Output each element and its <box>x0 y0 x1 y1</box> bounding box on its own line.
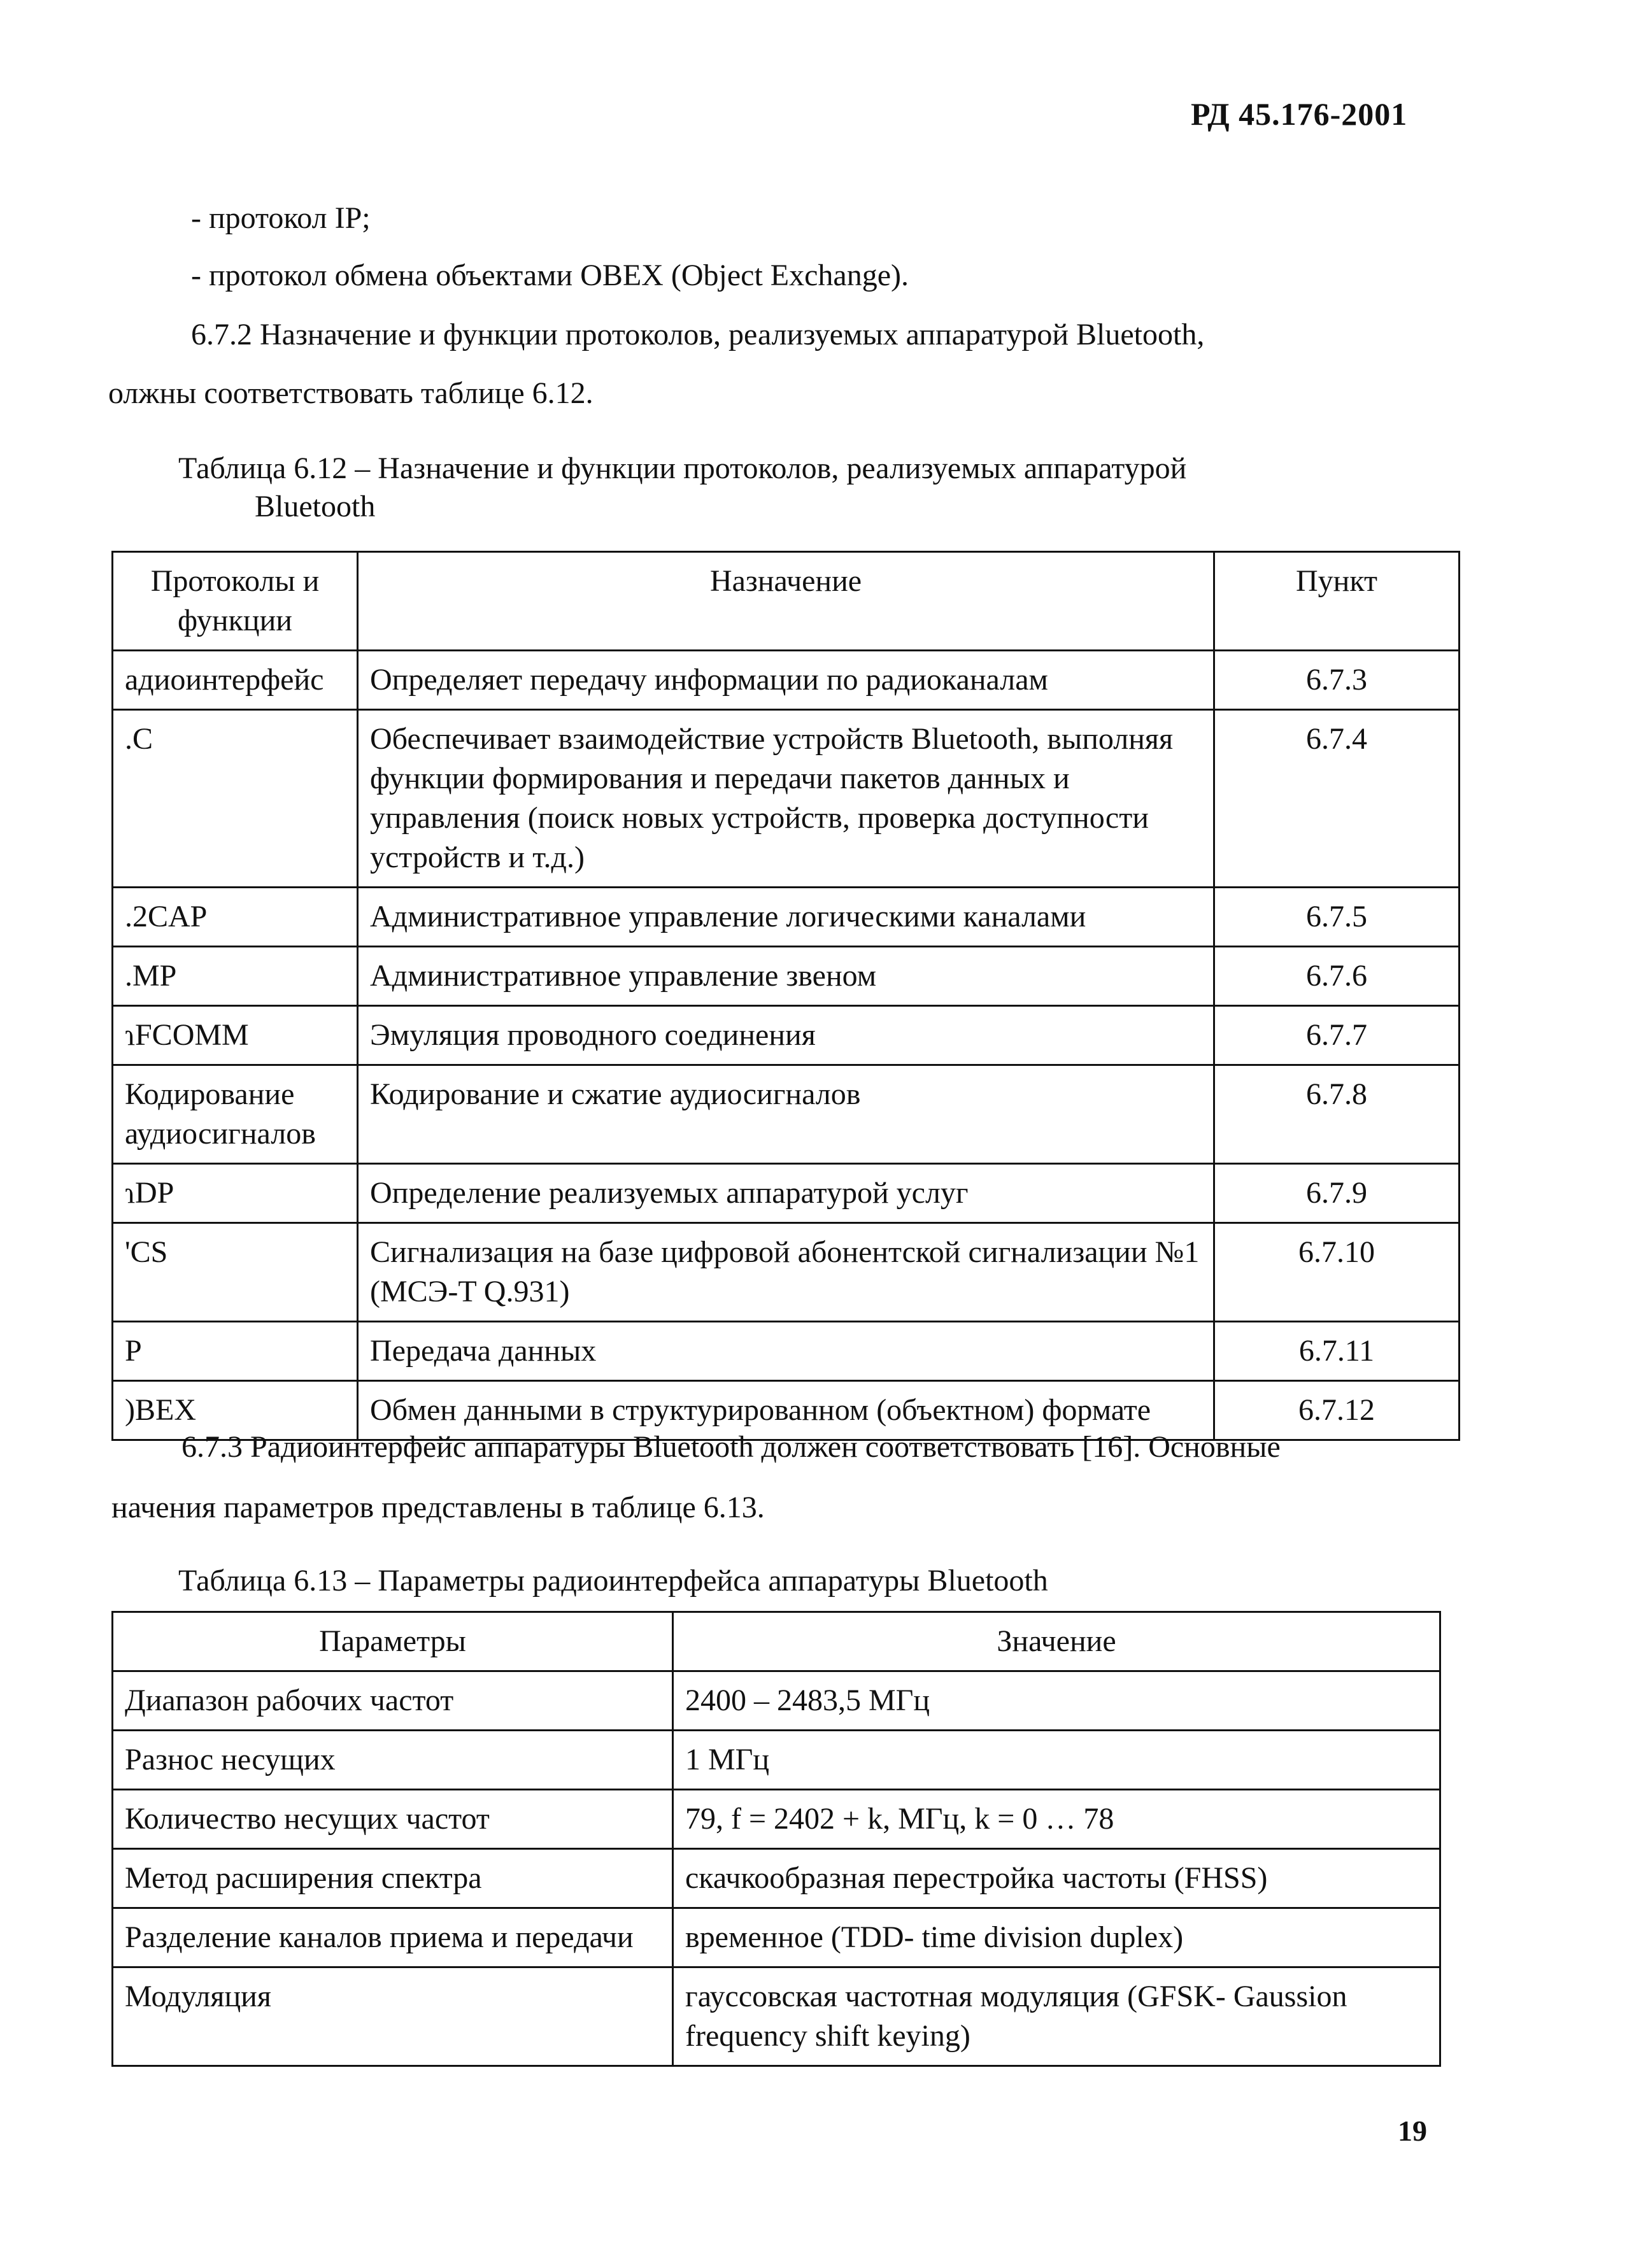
table-row <box>113 1322 1460 1381</box>
page-number: 19 <box>1398 2115 1427 2147</box>
table-row <box>113 1967 1440 2066</box>
table-row <box>113 1790 1440 1849</box>
protocol-name: ɿDP <box>113 1164 358 1223</box>
parameter-value: гауссовская частотная модуляция (GFSK- Gaussion frequency shift keying) <box>673 1967 1440 2066</box>
table-612-caption-cont: Bluetooth <box>255 490 376 523</box>
column-header-value: Значение <box>673 1612 1440 1671</box>
protocol-purpose: Кодирование и сжатие аудиосигналов <box>358 1065 1214 1164</box>
parameter-name: Модуляция <box>113 1967 673 2066</box>
table-row <box>113 1223 1460 1322</box>
parameter-value: 2400 – 2483,5 МГц <box>673 1671 1440 1731</box>
parameter-name: Разделение каналов приема и передачи <box>113 1908 673 1967</box>
protocol-name: ɿFCOMM <box>113 1006 358 1065</box>
protocol-name: .2CAP <box>113 888 358 947</box>
protocol-name: )BEX <box>113 1381 358 1440</box>
table-row <box>113 1006 1460 1065</box>
protocol-clause: 6.7.3 <box>1214 651 1460 710</box>
column-header-purpose: Назначение <box>358 552 1214 651</box>
protocol-clause: 6.7.8 <box>1214 1065 1460 1164</box>
table-row <box>113 947 1460 1006</box>
table-row <box>113 1065 1460 1164</box>
protocol-clause: 6.7.9 <box>1214 1164 1460 1223</box>
parameter-name: Количество несущих частот <box>113 1790 673 1849</box>
list-item-ip: - протокол IP; <box>191 201 371 235</box>
protocol-purpose: Передача данных <box>358 1322 1214 1381</box>
table-row <box>113 1671 1440 1731</box>
column-header-parameters: Параметры <box>113 1612 673 1671</box>
table-613-caption: Таблица 6.13 – Параметры радиоинтерфейса аппаратуры Bluetooth <box>178 1564 1048 1598</box>
parameter-value: скачкообразная перестройка частоты (FHSS) <box>673 1849 1440 1908</box>
protocol-purpose: Обмен данными в структурированном (объектном) формате <box>358 1381 1214 1440</box>
parameter-name: Диапазон рабочих частот <box>113 1671 673 1731</box>
table-header-row <box>113 552 1460 651</box>
protocol-clause: 6.7.12 <box>1214 1381 1460 1440</box>
table-row <box>113 1731 1440 1790</box>
table-row <box>113 1849 1440 1908</box>
protocol-name: Кодирование аудиосигналов <box>113 1065 358 1164</box>
protocol-name: .C <box>113 710 358 888</box>
table-row <box>113 888 1460 947</box>
table-612 <box>111 551 1460 1441</box>
protocol-clause: 6.7.11 <box>1214 1322 1460 1381</box>
protocol-purpose: Административное управление логическими каналами <box>358 888 1214 947</box>
protocol-clause: 6.7.7 <box>1214 1006 1460 1065</box>
protocol-name: .MP <box>113 947 358 1006</box>
table-row <box>113 710 1460 888</box>
parameter-name: Разнос несущих <box>113 1731 673 1790</box>
table-row <box>113 1908 1440 1967</box>
paragraph-672-line2: олжны соответствовать таблице 6.12. <box>108 376 593 410</box>
protocol-purpose: Административное управление звеном <box>358 947 1214 1006</box>
column-header-clause: Пункт <box>1214 552 1460 651</box>
protocol-name: 'CS <box>113 1223 358 1322</box>
protocol-purpose: Определение реализуемых аппаратурой услуг <box>358 1164 1214 1223</box>
table-row <box>113 1164 1460 1223</box>
column-header-protocols: Протоколы и функции <box>113 552 358 651</box>
parameter-value: временное (TDD- time division duplex) <box>673 1908 1440 1967</box>
table-row <box>113 651 1460 710</box>
paragraph-672-line1: 6.7.2 Назначение и функции протоколов, реализуемых аппаратурой Bluetooth, <box>191 318 1205 351</box>
paragraph-673-line2: начения параметров представлены в таблице 6.13. <box>111 1491 765 1524</box>
table-613 <box>111 1611 1441 2067</box>
paragraph-673-line1: 6.7.3 Радиоинтерфейс аппаратуры Bluetooth должен соответствовать [16]. Основные <box>181 1430 1281 1464</box>
protocol-purpose: Определяет передачу информации по радиоканалам <box>358 651 1214 710</box>
protocol-clause: 6.7.4 <box>1214 710 1460 888</box>
protocol-name: адиоинтерфейс <box>113 651 358 710</box>
table-header-row <box>113 1612 1440 1671</box>
protocol-name: P <box>113 1322 358 1381</box>
protocol-purpose: Обеспечивает взаимодействие устройств Bluetooth, выполняя функции формирования и передачи пакетов данных и управления (поиск новых устройств, проверка доступности устройств и т.д.) <box>358 710 1214 888</box>
protocol-purpose: Сигнализация на базе цифровой абонентской сигнализации №1 (МСЭ-T Q.931) <box>358 1223 1214 1322</box>
protocol-clause: 6.7.6 <box>1214 947 1460 1006</box>
protocol-purpose: Эмуляция проводного соединения <box>358 1006 1214 1065</box>
table-612-caption: Таблица 6.12 – Назначение и функции протоколов, реализуемых аппаратурой <box>178 451 1187 485</box>
document-header: РД 45.176-2001 <box>1191 96 1408 132</box>
protocol-clause: 6.7.10 <box>1214 1223 1460 1322</box>
parameter-name: Метод расширения спектра <box>113 1849 673 1908</box>
protocol-clause: 6.7.5 <box>1214 888 1460 947</box>
parameter-value: 1 МГц <box>673 1731 1440 1790</box>
list-item-obex: - протокол обмена объектами OBEX (Object Exchange). <box>191 259 909 292</box>
parameter-value: 79, f = 2402 + k, МГц, k = 0 … 78 <box>673 1790 1440 1849</box>
